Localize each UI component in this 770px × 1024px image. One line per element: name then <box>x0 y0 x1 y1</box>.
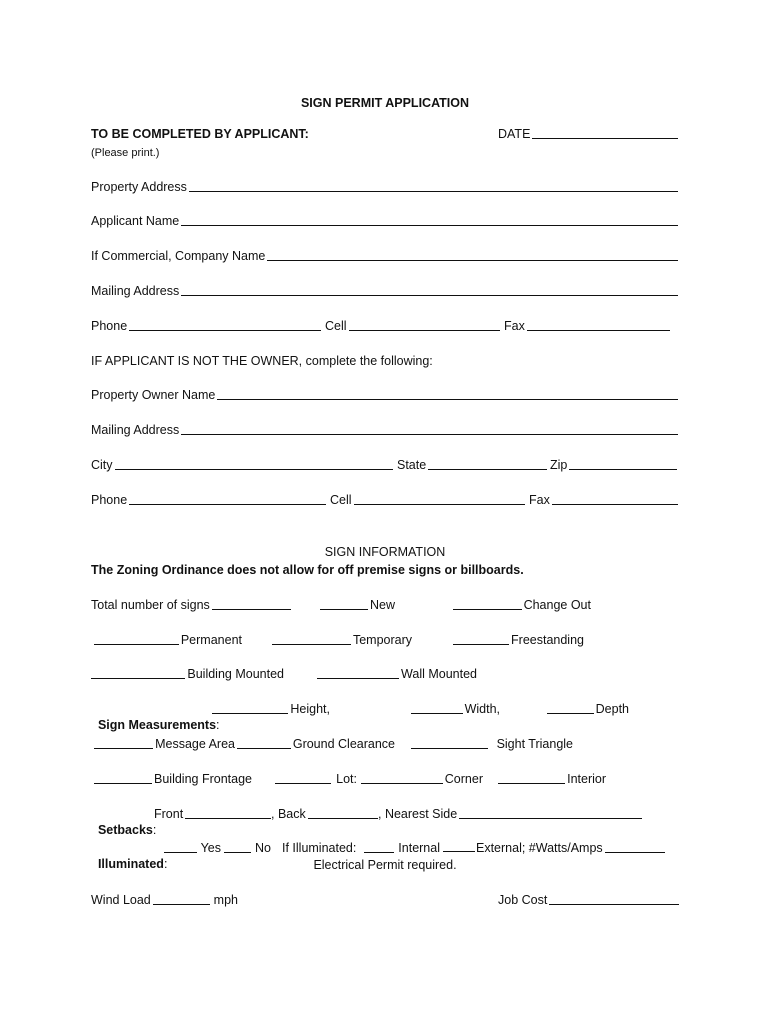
width-field[interactable] <box>411 701 500 717</box>
owner-name-field[interactable] <box>91 387 678 403</box>
no-field[interactable] <box>224 840 271 856</box>
height-label: Height, <box>290 702 330 716</box>
owner-mailing-address-label: Mailing Address <box>91 423 180 437</box>
interior-field[interactable] <box>498 771 606 787</box>
temporary-field[interactable] <box>272 632 412 648</box>
owner-cell-field[interactable] <box>330 492 525 508</box>
if-illuminated-label: If Illuminated: <box>282 841 357 855</box>
freestanding-label: Freestanding <box>511 633 584 647</box>
phone-label: Phone <box>91 319 128 333</box>
interior-label: Interior <box>567 772 606 786</box>
permanent-label: Permanent <box>180 633 242 647</box>
illuminated-row: Illuminated: <box>97 857 171 871</box>
message-area-label: Message Area <box>155 737 235 751</box>
depth-label: Depth <box>595 702 629 716</box>
owner-cell-label: Cell <box>330 493 352 507</box>
sign-info-heading: SIGN INFORMATION <box>324 545 446 559</box>
page-title: SIGN PERMIT APPLICATION <box>300 96 470 110</box>
building-frontage-label: Building Frontage <box>154 772 252 786</box>
sight-triangle-field[interactable] <box>411 736 573 752</box>
owner-phone-label: Phone <box>91 493 128 507</box>
city-field[interactable] <box>91 457 393 473</box>
external-label: External; #Watts/Amps <box>476 841 603 855</box>
nearest-side-label: , Nearest Side <box>378 807 458 821</box>
owner-heading: IF APPLICANT IS NOT THE OWNER, complete the following: <box>91 354 433 368</box>
job-cost-label: Job Cost <box>498 893 548 907</box>
building-mounted-field[interactable] <box>91 666 284 682</box>
zip-field[interactable] <box>550 457 677 473</box>
setbacks-label: Setbacks <box>97 823 153 837</box>
cell-field[interactable] <box>325 318 500 334</box>
height-field[interactable] <box>212 701 330 717</box>
wind-load-label: Wind Load <box>91 893 151 907</box>
owner-name-label: Property Owner Name <box>91 388 216 402</box>
total-signs-field[interactable] <box>91 597 291 613</box>
owner-fax-label: Fax <box>529 493 550 507</box>
internal-label: Internal <box>398 841 440 855</box>
job-cost-field[interactable] <box>498 892 679 908</box>
property-address-field[interactable] <box>91 179 678 195</box>
setbacks-row: Setbacks: <box>97 823 164 837</box>
no-label: No <box>255 841 271 855</box>
new-field[interactable] <box>320 597 395 613</box>
mailing-address-field[interactable] <box>91 283 678 299</box>
state-label: State <box>397 458 427 472</box>
cell-label: Cell <box>325 319 347 333</box>
owner-fax-field[interactable] <box>529 492 678 508</box>
message-area-field[interactable] <box>94 736 235 752</box>
company-name-label: If Commercial, Company Name <box>91 249 266 263</box>
external-watts-field[interactable] <box>443 840 665 856</box>
company-name-field[interactable] <box>91 248 678 264</box>
change-out-field[interactable] <box>453 597 591 613</box>
front-field[interactable] <box>154 806 271 822</box>
mailing-address-label: Mailing Address <box>91 284 180 298</box>
state-field[interactable] <box>397 457 547 473</box>
change-out-label: Change Out <box>523 598 591 612</box>
phone-field[interactable] <box>91 318 321 334</box>
corner-label: Corner <box>444 772 483 786</box>
permanent-field[interactable] <box>94 632 242 648</box>
date-label: DATE <box>498 127 531 141</box>
lot-field[interactable] <box>275 771 357 787</box>
wall-mounted-field[interactable] <box>317 666 477 682</box>
illuminated-label: Illuminated <box>97 857 164 871</box>
please-print-note: (Please print.) <box>91 147 160 159</box>
property-address-label: Property Address <box>91 180 187 194</box>
ground-clearance-field[interactable] <box>237 736 395 752</box>
wind-load-field[interactable] <box>91 892 238 908</box>
lot-label: Lot: <box>336 772 357 786</box>
completed-by-heading: TO BE COMPLETED BY APPLICANT: <box>91 127 309 141</box>
back-field[interactable] <box>271 806 378 822</box>
width-label: Width, <box>464 702 500 716</box>
depth-field[interactable] <box>547 701 629 717</box>
sight-triangle-label: Sight Triangle <box>496 737 573 751</box>
freestanding-field[interactable] <box>453 632 584 648</box>
applicant-name-label: Applicant Name <box>91 214 180 228</box>
fax-label: Fax <box>504 319 525 333</box>
electrical-permit-note: Electrical Permit required. <box>313 858 457 872</box>
total-signs-label: Total number of signs <box>91 598 210 612</box>
zoning-notice: The Zoning Ordinance does not allow for off premise signs or billboards. <box>91 563 524 577</box>
owner-mailing-address-field[interactable] <box>91 422 678 438</box>
applicant-name-field[interactable] <box>91 213 678 229</box>
nearest-side-field[interactable] <box>378 806 642 822</box>
wall-mounted-label: Wall Mounted <box>401 667 477 681</box>
mph-label: mph <box>213 893 238 907</box>
yes-label: Yes <box>200 841 221 855</box>
sign-measurements-label: Sign Measurements <box>97 718 217 732</box>
fax-field[interactable] <box>504 318 670 334</box>
building-mounted-label: Building Mounted <box>187 667 284 681</box>
yes-field[interactable] <box>164 840 221 856</box>
new-label: New <box>369 598 395 612</box>
front-label: Front <box>154 807 184 821</box>
back-label: , Back <box>271 807 306 821</box>
internal-field[interactable] <box>364 840 440 856</box>
city-label: City <box>91 458 113 472</box>
corner-field[interactable] <box>361 771 483 787</box>
ground-clearance-label: Ground Clearance <box>292 737 395 751</box>
zip-label: Zip <box>550 458 568 472</box>
temporary-label: Temporary <box>352 633 412 647</box>
building-frontage-field[interactable] <box>94 771 252 787</box>
sign-measurements-row: Sign Measurements: <box>97 718 223 732</box>
owner-phone-field[interactable] <box>91 492 326 508</box>
date-field[interactable] <box>498 126 678 142</box>
